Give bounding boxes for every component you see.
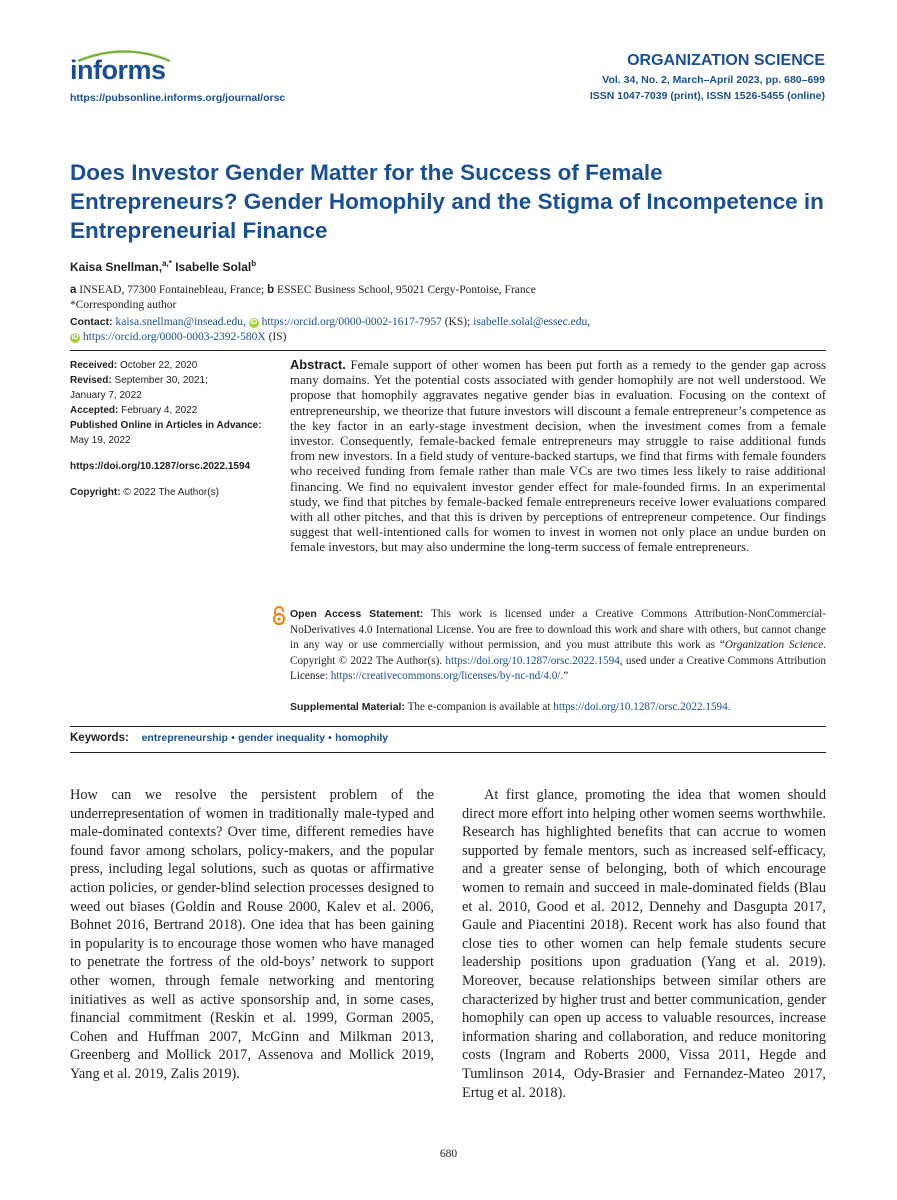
- accepted-date: February 4, 2022: [121, 405, 198, 416]
- abstract: [290, 357, 826, 556]
- author-name: Isabelle Solal: [175, 260, 252, 274]
- email-link[interactable]: kaisa.snellman@insead.edu,: [115, 316, 246, 328]
- contact-label: Contact:: [70, 316, 113, 328]
- affil-a: INSEAD, 77300 Fontainebleau, France;: [79, 284, 265, 296]
- license-link[interactable]: https://creativecommons.org/licenses/by-nc-nd/4.0/: [330, 670, 561, 683]
- corresponding-note: *Corresponding author: [70, 299, 177, 311]
- revised-label: Revised:: [70, 375, 112, 386]
- open-access-icon: [272, 606, 286, 626]
- supplemental-material: [290, 701, 826, 713]
- published-label: Published Online in Articles in Advance:: [70, 420, 262, 431]
- body-column-right: [462, 786, 826, 1102]
- affil-mark: b: [267, 284, 275, 296]
- body-paragraph: At first glance, promoting the idea that women should direct more effort into helping other women seems worthwhile. Research has highlighted benefits that can accrue to women supported by female mentors, such as increased self-efficacy, and a greater sense of belonging, both of which encourage women to remain and succeed in male-dominated fields (Blau et al. 2010, Good et al. 2012, Dennehy and Dasgupta 2017, Gaule and Piacentini 2018). Recent work has also found that close ties to other women can help female students secure leadership positions upon graduation (Yang et al. 2019). Moreover, because relationships between similar others are characterized by higher trust and better communication, gender homophily can open up access to valuable resources, increase information sharing and collaboration, and reduce monitoring costs (Ingram and Roberts 2000, Vissa 2011, Hegde and Tumlinson 2014, Ody-Brasier and Fernandez-Mateo 2017, Ertug et al. 2018).: [462, 787, 826, 1101]
- journal-italic: Organization Science: [724, 639, 824, 652]
- informs-logo: [70, 55, 166, 86]
- orcid-icon: iD: [71, 334, 79, 341]
- article-metadata: [70, 358, 275, 500]
- journal-issn: ISSN 1047-7039 (print), ISSN 1526-5455 (online): [589, 90, 825, 102]
- keyword-item[interactable]: gender inequality: [238, 732, 325, 744]
- copyright-label: Copyright:: [70, 487, 121, 498]
- email-link[interactable]: isabelle.solal@essec.edu,: [473, 316, 591, 328]
- keywords-label: Keywords:: [70, 732, 129, 744]
- divider: [70, 752, 826, 753]
- keywords: [70, 732, 388, 744]
- orcid-icon: iD: [250, 319, 258, 326]
- supplemental-label: Supplemental Material:: [290, 701, 405, 713]
- doi-link[interactable]: https://doi.org/10.1287/orsc.2022.1594: [70, 461, 251, 472]
- keyword-separator: •: [328, 732, 332, 744]
- affil-mark: a: [70, 284, 77, 296]
- author-name: Kaisa Snellman,: [70, 260, 163, 274]
- logo-text: informs: [70, 55, 166, 85]
- journal-url-link[interactable]: https://pubsonline.informs.org/journal/orsc: [70, 92, 286, 104]
- orcid-suffix: (KS);: [444, 316, 471, 328]
- received-date: October 22, 2020: [120, 360, 198, 371]
- author-line: [70, 259, 256, 274]
- keyword-item[interactable]: entrepreneurship: [141, 732, 228, 744]
- open-access-text: .”: [560, 670, 569, 683]
- revised-date: January 7, 2022: [70, 390, 142, 401]
- supplemental-link[interactable]: https://doi.org/10.1287/orsc.2022.1594: [553, 701, 728, 713]
- abstract-text: Female support of other women has been put forth as a remedy to the gender gap across many domains. Yet the potential costs associated with gender homophily are not well understood. We propose that homophily aggravates negative gender bias in evaluation. Focusing on the context of entrepreneurship, we theorize that future investors will discount a female entrepreneur’s competence as the key factor in an early-stage investment decision, when the investment comes from a female investor. Consequently, female-backed female entrepreneurs may struggle to raise additional funds from new investors. In a field study of venture-backed startups, we find that firms with female founders who received funding from female rather than male VCs are two times less likely to raise additional financing. We find no equivalent investor gender effect for male-founded firms. In an experimental study, we find that pitches by female-backed female entrepreneurs receive lower evaluations compared with all other pitches, and that this is driven by perceptions of entrepreneur competence. Our findings suggest that well-intentioned calls for women to invest in women not only place an undue burden on female investors, but may also undermine the long-term success of female entrepreneurs.: [290, 358, 826, 555]
- accepted-label: Accepted:: [70, 405, 119, 416]
- divider: [70, 350, 826, 351]
- affiliations: [70, 283, 536, 313]
- body-column-left: [70, 786, 434, 1084]
- journal-name: ORGANIZATION SCIENCE: [627, 52, 825, 69]
- contact-block: [70, 315, 830, 345]
- abstract-label: Abstract.: [290, 357, 346, 372]
- affil-b: ESSEC Business School, 95021 Cergy-Pontoise, France: [276, 284, 536, 296]
- author-sup: a,*: [162, 259, 172, 268]
- open-access-text: . Copyright © 2022 The Author(s).: [290, 639, 826, 667]
- copyright-text: © 2022 The Author(s): [123, 487, 219, 498]
- supplemental-end: .: [727, 701, 731, 713]
- supplemental-text: The e-companion is available at: [407, 701, 551, 713]
- journal-volume: Vol. 34, No. 2, March–April 2023, pp. 680–699: [602, 74, 825, 86]
- divider: [70, 726, 826, 727]
- orcid-suffix: (IS): [268, 331, 287, 343]
- received-label: Received:: [70, 360, 118, 371]
- doi-link[interactable]: https://doi.org/10.1287/orsc.2022.1594: [445, 654, 620, 667]
- published-date: May 19, 2022: [70, 435, 131, 446]
- author-sup: b: [251, 259, 257, 268]
- open-access-statement: [290, 607, 826, 685]
- open-access-label: Open Access Statement:: [290, 608, 424, 620]
- keyword-item[interactable]: homophily: [335, 732, 389, 744]
- revised-date: September 30, 2021;: [114, 375, 208, 386]
- open-access-text: This work is licensed under a Creative Commons Attribution-NonCommercial-NoDerivatives 4.0 International License. You are free to download this work and share with others, but cannot change in any way or use commercially without permission, and you must attribute this work as “: [290, 608, 826, 652]
- open-access-text: , used under a Creative Commons Attribution License:: [290, 654, 826, 683]
- body-paragraph: How can we resolve the persistent problem of the underrepresentation of women in traditionally male-typed and male-dominated contexts? Over time, different remedies have found favor among scholars, policy-makers, and the popular press, including legal solutions, such as quotas or affirmative action policies, or gender-blind selection processes designed to weed out biases (Goldin and Rouse 2000, Kalev et al. 2006, Bohnet 2016, Bertrand 2018). One idea that has been gaining in popularity is to encourage those women who have managed to penetrate the fortress of the old-boys’ network to support other women, through female networking and mentoring initiatives as well as active sponsorship and, in some cases, financial commitment (Reskin et al. 1999, Gorman 2005, Cohen and Huffman 2007, McGinn and Milkman 2013, Greenberg and Mollick 2017, Assenova and Mollick 2019, Yang et al. 2019, Zalis 2019).: [70, 787, 434, 1082]
- orcid-link[interactable]: https://orcid.org/0000-0002-1617-7957: [261, 316, 442, 328]
- page-number: 680: [439, 1148, 458, 1160]
- keyword-separator: •: [231, 732, 235, 744]
- orcid-link[interactable]: https://orcid.org/0000-0003-2392-580X: [82, 331, 266, 343]
- article-title: Does Investor Gender Matter for the Success of Female Entrepreneurs? Gender Homophily and the Stigma of Incompetence in Entrepreneurial Finance: [70, 160, 824, 243]
